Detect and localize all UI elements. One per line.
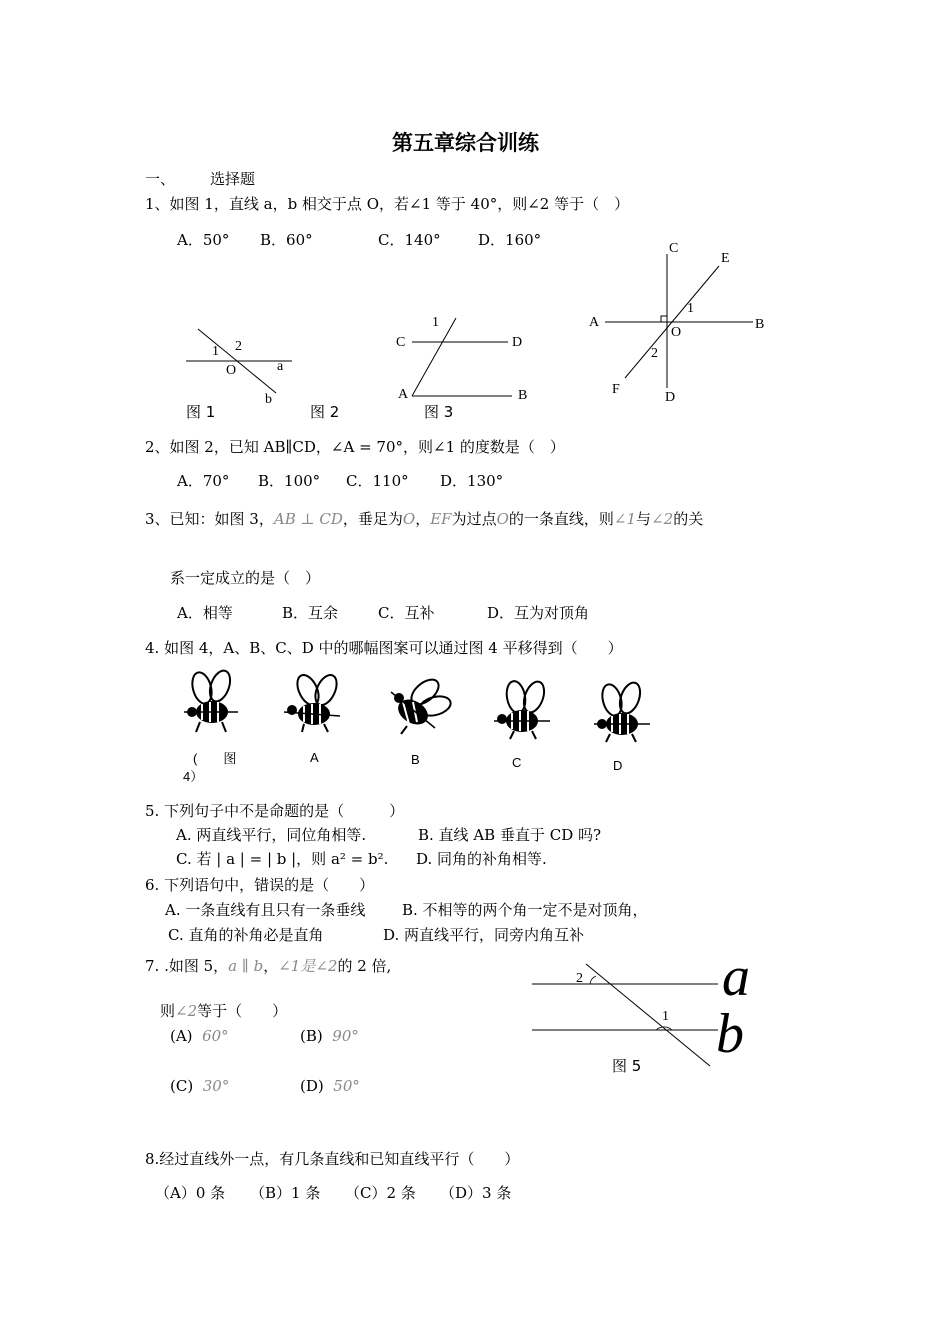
q3-math-o2: O — [496, 510, 509, 528]
q6-option-d: D. 两直线平行，同旁内角互补 — [383, 926, 585, 944]
q6-option-a: A. 一条直线有且只有一条垂线 — [165, 901, 366, 919]
bee-label-d: D — [613, 758, 623, 773]
q7-tail: 的 2 倍, — [337, 957, 392, 975]
bee-label-fig4-extra: 4） — [183, 769, 204, 784]
q2-option-b: B．100° — [258, 472, 321, 490]
q5-text: 5. 下列句子中不是命题的是（ ） — [145, 802, 405, 820]
q3-option-c: C．互补 — [378, 604, 435, 622]
q6-text: 6. 下列语句中，错误的是（ ） — [145, 876, 375, 894]
q7-line2-pre: 则 — [160, 1002, 176, 1020]
fig5-label-a: a — [722, 946, 750, 1008]
q1-text: 1、如图 1，直线 a，b 相交于点 O，若∠1 等于 40°，则∠2 等于（ ） — [145, 195, 630, 213]
fig1-label-a: a — [277, 359, 284, 374]
q3-math-angle2: ∠2 — [651, 510, 674, 528]
q7-option-b: (B) 90° — [300, 1027, 359, 1045]
bee-option-d — [588, 678, 658, 750]
figure-perpendicular — [585, 236, 775, 406]
q6-option-b: B. 不相等的两个角一定不是对顶角， — [402, 901, 648, 919]
q3-mid1: ，垂足为 — [342, 510, 403, 528]
q1-option-a: A．50° — [177, 231, 230, 249]
q3-math-angle1: ∠1 — [613, 510, 637, 528]
q3-line2: 系一定成立的是（ ） — [170, 569, 321, 587]
fig-label-d: D — [665, 390, 676, 405]
q7-line2-math: ∠2 — [175, 1002, 198, 1020]
bee-label-b: B — [411, 752, 420, 767]
fig-label-e: E — [721, 251, 730, 266]
q3-math-o: O — [402, 510, 416, 528]
q5-option-b: B. 直线 AB 垂直于 CD 吗? — [418, 826, 602, 844]
bee-label-a: A — [310, 750, 319, 765]
q3-option-d: D．互为对顶角 — [487, 604, 590, 622]
q8-option-b: （B）1 条 — [250, 1184, 321, 1202]
q1-option-c: C．140° — [378, 231, 441, 249]
fig1-label-o: O — [226, 363, 237, 378]
q7-math-angles: ∠1是∠2 — [278, 957, 338, 975]
q3-line1 — [145, 508, 703, 529]
fig5-label-2: 2 — [576, 971, 583, 986]
q3-tail: 的关 — [673, 510, 704, 528]
q7-line2 — [160, 1000, 287, 1021]
q2-option-d: D．130° — [440, 472, 504, 490]
bee-figure-4 — [178, 668, 248, 740]
q2-text: 2、如图 2，已知 AB∥CD，∠A = 70°，则∠1 的度数是（ ） — [145, 438, 565, 456]
q5-option-c: C. 若 | a | = | b |，则 a² = b². — [176, 850, 389, 868]
fig5-label-1: 1 — [662, 1009, 669, 1024]
q3-option-a: A．相等 — [177, 604, 233, 622]
bee-option-a — [280, 668, 350, 740]
bee-option-c — [490, 675, 560, 747]
fig3-label-c: C — [396, 335, 406, 350]
q7-line2-tail: 等于（ ） — [197, 1002, 288, 1020]
fig1-label-1: 1 — [212, 344, 219, 359]
fig2-caption: 图 2 — [310, 403, 340, 421]
q8-option-d: （D）3 条 — [440, 1184, 512, 1202]
bee-label-c: C — [512, 755, 522, 770]
q5-option-d: D. 同角的补角相等. — [416, 850, 547, 868]
q4-text: 4. 如图 4，A、B、C、D 中的哪幅图案可以通过图 4 平移得到（ ） — [145, 639, 623, 657]
q7-option-c: (C) 30° — [170, 1077, 230, 1095]
q3-math-ef: EF — [430, 510, 452, 528]
q3-sep: ， — [415, 510, 431, 528]
q1-option-d: D．160° — [478, 231, 542, 249]
q8-option-c: （C）2 条 — [345, 1184, 416, 1202]
fig3-label-d: D — [512, 335, 523, 350]
q7-math-parallel: a ∥ b — [228, 957, 264, 975]
q3-mid4: 与 — [636, 510, 652, 528]
fig3-label-a: A — [398, 387, 409, 402]
q6-option-c: C. 直角的补角必是直角 — [168, 926, 324, 944]
fig-label-c: C — [669, 241, 679, 256]
fig-label-b: B — [755, 317, 765, 332]
fig3-caption-text: 图 3 — [424, 403, 454, 421]
q7-line1 — [145, 955, 391, 976]
q8-text: 8.经过直线外一点，有几条直线和已知直线平行（ ） — [145, 1150, 520, 1168]
q2-option-a: A．70° — [177, 472, 230, 490]
q2-option-c: C．110° — [346, 472, 409, 490]
q3-option-b: B．互余 — [282, 604, 339, 622]
q5-option-a: A. 两直线平行，同位角相等. — [176, 826, 367, 844]
fig-label-f: F — [612, 382, 620, 397]
q3-mid2: 为过点 — [451, 510, 497, 528]
fig-label-2: 2 — [651, 346, 658, 361]
page-title: 第五章综合训练 — [392, 131, 539, 155]
section-label: 选择题 — [210, 170, 256, 188]
fig5-caption: 图 5 — [612, 1057, 642, 1075]
fig-label-1: 1 — [687, 301, 694, 316]
q1-option-b: B．60° — [260, 231, 313, 249]
section-number: 一、 — [145, 170, 176, 188]
q7-option-a: (A) 60° — [170, 1027, 229, 1045]
fig-label-a: A — [589, 315, 600, 330]
figure-3 — [390, 310, 540, 405]
q7-pre: 7. .如图 5， — [145, 957, 229, 975]
figure-1 — [180, 325, 300, 405]
q7-option-d: (D) 50° — [300, 1077, 360, 1095]
q7-sep: ， — [263, 957, 279, 975]
fig1-label-2: 2 — [235, 339, 242, 354]
bee-option-b — [385, 672, 457, 744]
fig1-label-b: b — [265, 392, 272, 405]
fig1-caption: 图 1 — [186, 403, 216, 421]
q3-pre: 3、已知：如图 3， — [145, 510, 274, 528]
q3-mid3: 的一条直线，则 — [508, 510, 614, 528]
fig3-label-b: B — [518, 388, 528, 403]
fig3-label-1: 1 — [432, 315, 439, 330]
q8-option-a: （A）0 条 — [155, 1184, 226, 1202]
fig-label-o: O — [671, 325, 682, 340]
q3-math-ab-cd: AB ⊥ CD — [273, 510, 343, 528]
fig5-label-b: b — [716, 1003, 744, 1065]
bee-label-fig4: ( 图 — [193, 751, 237, 766]
